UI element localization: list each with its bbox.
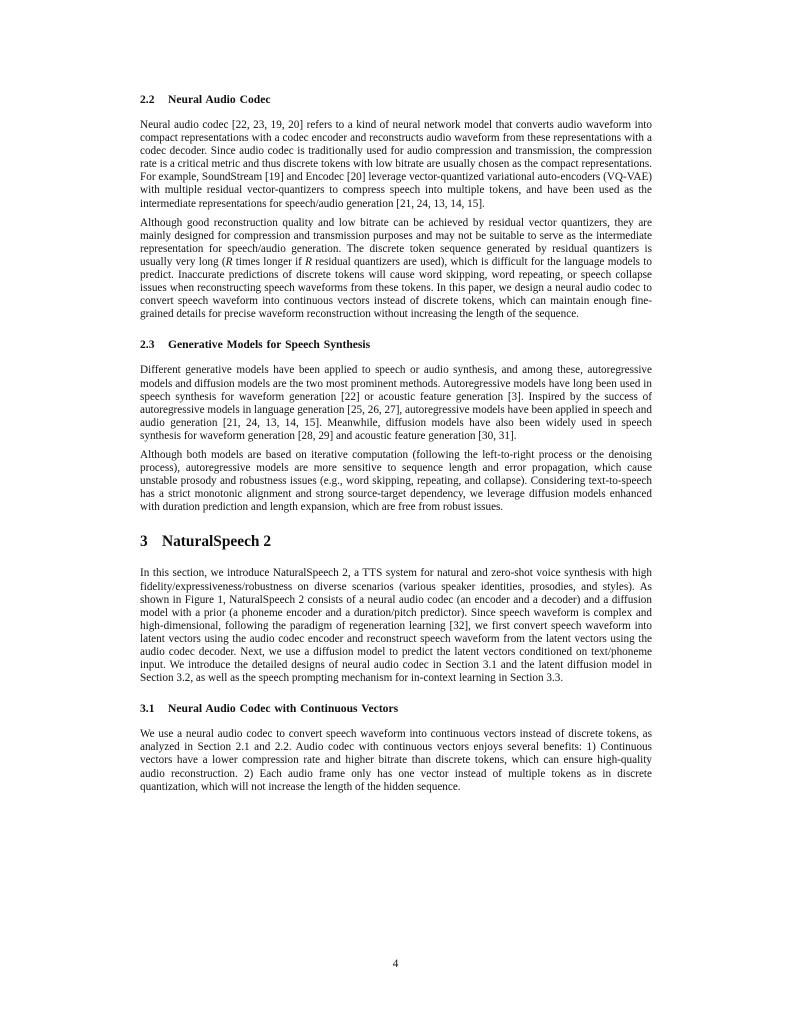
section-number: 3 — [140, 533, 148, 551]
section-title: Neural Audio Codec with Continuous Vectors — [168, 702, 399, 716]
section-title: NaturalSpeech 2 — [162, 533, 272, 551]
paragraph: Although both models are based on iterative computation (following the left-to-right process or the denoising process), autoregressive models are more sensitive to sequence length and error propagation, which cause unstable prosody and robustness issues (e.g., word skipping, repeating, and collapse). Considering text-to-speech has a strict monotonic alignment and strong source-target dependency, we leverage diffusion models enhanced with duration prediction and length expansion, which are free from robust issues. — [140, 448, 652, 514]
paragraph: Different generative models have been applied to speech or audio synthesis, and among these, autoregressive models and diffusion models are the two most prominent methods. Autoregressive models have long been used in speech synthesis for waveform generation [22] or acoustic feature generation [3]. Inspired by the success of autoregressive models in language generation [25, 26, 27], autoregressive models have been applied in speech and audio generation [21, 24, 13, 14, 15]. Meanwhile, diffusion models have also been widely used in speech synthesis for waveform generation [28, 29] and acoustic feature generation [30, 31]. — [140, 364, 652, 442]
section-heading-3-1 — [140, 701, 652, 716]
paragraph: We use a neural audio codec to convert speech waveform into continuous vectors instead of discrete tokens, as analyzed in Section 2.1 and 2.2. Audio codec with continuous vectors enjoys several benefits: 1) Continuous vectors have a lower compression rate and higher bitrate than discrete tokens, which can ensure high-quality audio reconstruction. 2) Each audio frame only has one vector instead of multiple tokens as in discrete quantization, which will not increase the length of the hidden sequence. — [140, 728, 652, 793]
paragraph: Although good reconstruction quality and low bitrate can be achieved by residual vector quantizers, they are mainly designed for compression and transmission purposes and may not be suitable to serve as the intermediate representation for speech/audio generation. The discrete token sequence generated by residual quantizers is usually very long (R times longer if R residual quantizers are used), which is difficult for the language models to predict. Inaccurate predictions of discrete tokens will cause word skipping, word repeating, or speech collapse issues when reconstructing speech waveforms from these tokens. In this paper, we design a neural audio codec to convert speech waveform into continuous vectors instead of discrete tokens, which can maintain enough fine-grained details for precise waveform reconstruction without increasing the length of the sequence. — [140, 216, 653, 321]
section-number: 2.2 — [140, 93, 155, 106]
section-title: Generative Models for Speech Synthesis — [168, 338, 371, 352]
paragraph: Neural audio codec [22, 23, 19, 20] refers to a kind of neural network model that converts audio waveform into compact representations with a codec encoder and reconstructs audio waveform from these representations with a codec decoder. Since audio codec is traditionally used for audio compression and transmission, the compression rate is a critical metric and thus discrete tokens with low bitrate are usually chosen as the compact representations. For example, SoundStream [19] and Encodec [20] leverage vector-quantized variational auto-encoders (VQ-VAE) with multiple residual vector-quantizers to compress speech into multiple tokens, and have been used as the intermediate representations for speech/audio generation [21, 24, 13, 14, 15]. — [140, 119, 652, 210]
section-number: 3.1 — [140, 702, 155, 716]
section-heading-2-3 — [140, 337, 652, 352]
page-number: 4 — [392, 958, 399, 970]
section-heading-2-2 — [140, 92, 652, 107]
section-title: Neural Audio Codec — [168, 93, 271, 106]
text-column — [140, 92, 652, 794]
section-heading-3 — [140, 532, 652, 551]
section-number: 2.3 — [140, 338, 155, 352]
paragraph: In this section, we introduce NaturalSpeech 2, a TTS system for natural and zero-shot voice synthesis with high fidelity/expressiveness/robustness on diverse scenarios (various speaker identities, prosodies, and styles). As shown in Figure 1, NaturalSpeech 2 consists of a neural audio codec (an encoder and a decoder) and a diffusion model with a prior (a phoneme encoder and a duration/pitch predictor). Since speech waveform is complex and high-dimensional, following the paradigm of regeneration learning [32], we first convert speech waveform into latent vectors using the audio codec encoder and reconstruct speech waveform from the latent vectors using the audio codec decoder. Next, we use a diffusion model to predict the latent vectors conditioned on text/phoneme input. We introduce the detailed designs of neural audio codec in Section 3.1 and the latent diffusion model in Section 3.2, as well as the speech prompting mechanism for in-context learning in Section 3.3. — [140, 567, 652, 685]
